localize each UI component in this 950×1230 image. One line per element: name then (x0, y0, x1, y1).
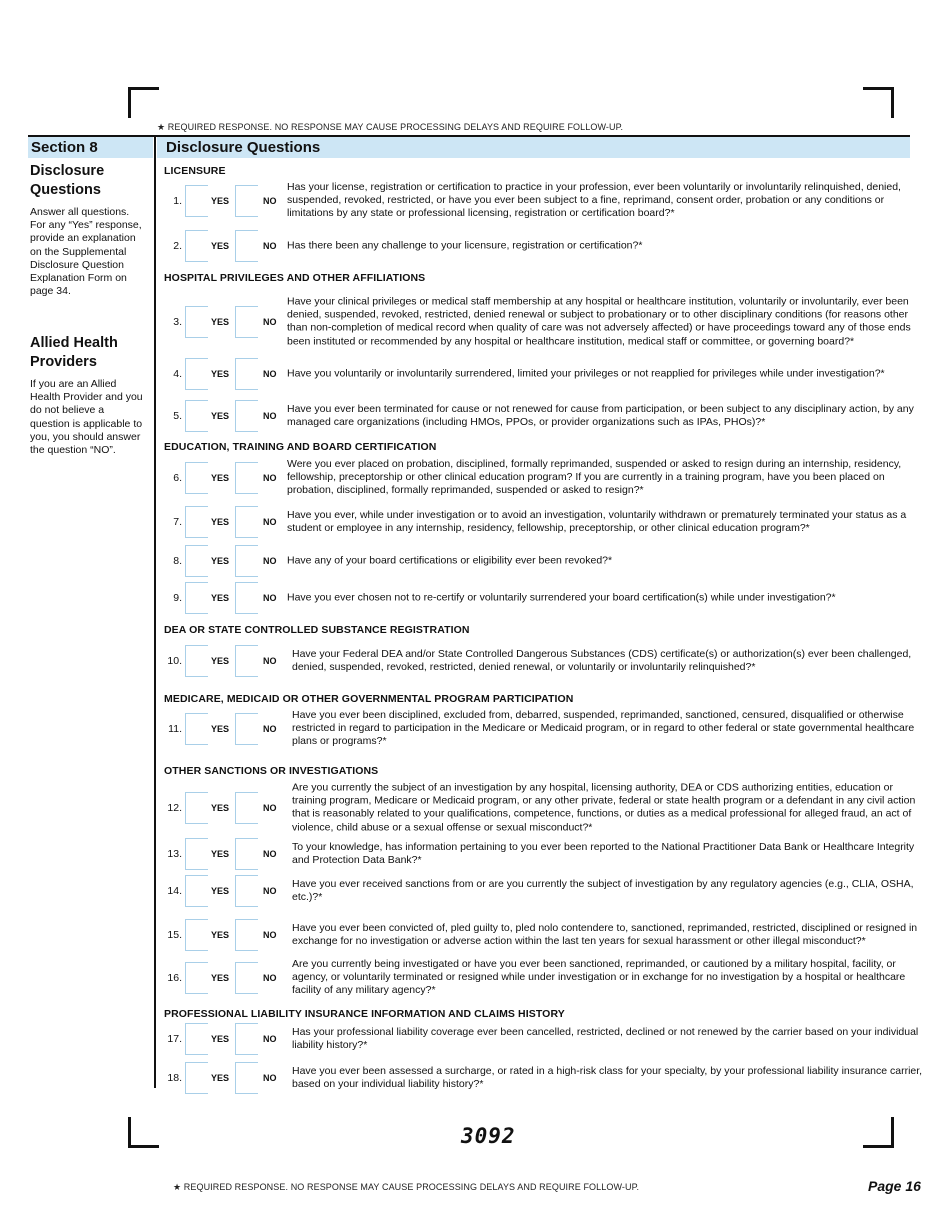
yes-label: YES (211, 317, 230, 327)
no-checkbox[interactable] (235, 306, 258, 338)
no-checkbox[interactable] (235, 582, 258, 614)
yes-label: YES (211, 556, 230, 566)
question-number: 17. (167, 1033, 182, 1045)
no-checkbox[interactable] (235, 400, 258, 432)
yes-label: YES (211, 656, 230, 666)
sidebar-disclosure (30, 162, 144, 298)
no-label: NO (263, 1073, 277, 1083)
section-label: Section 8 (28, 137, 153, 158)
category-licensure: LICENSURE (164, 165, 226, 177)
question-row (160, 584, 925, 612)
question-row (160, 1025, 925, 1053)
yes-label: YES (211, 411, 230, 421)
category-sanctions: OTHER SANCTIONS OR INVESTIGATIONS (164, 765, 379, 777)
question-row (160, 840, 925, 868)
yes-label: YES (211, 369, 230, 379)
question-row (160, 360, 925, 388)
sidebar-allied (30, 334, 144, 457)
yes-checkbox[interactable] (185, 462, 208, 494)
question-number: 7. (173, 516, 182, 528)
question-row (160, 547, 925, 575)
no-label: NO (263, 973, 277, 983)
crop-mark-top-right (863, 87, 894, 118)
yes-checkbox[interactable] (185, 875, 208, 907)
yes-checkbox[interactable] (185, 185, 208, 217)
category-liability: PROFESSIONAL LIABILITY INSURANCE INFORMATION AND CLAIMS HISTORY (164, 1008, 565, 1020)
question-row (160, 182, 925, 220)
sidebar-allied-title: Allied Health Providers (30, 335, 118, 370)
question-number: 3. (173, 316, 182, 328)
question-text: Have you ever received sanctions from or are you currently the subject of investigation by any regulatory agencies (e.g., CLIA, OSHA, etc.)?* (292, 877, 914, 903)
no-label: NO (263, 241, 277, 251)
sidebar-disclosure-text: Answer all questions. For any “Yes” response, provide an explanation on the Supplemental Disclosure Question Explanation Form on page 34. (30, 206, 142, 298)
question-row (160, 647, 925, 675)
crop-mark-top-left (128, 87, 159, 118)
yes-checkbox[interactable] (185, 230, 208, 262)
no-label: NO (263, 849, 277, 859)
question-text: Have any of your board certifications or eligibility ever been revoked?* (287, 554, 613, 567)
question-row (160, 458, 925, 498)
yes-checkbox[interactable] (185, 792, 208, 824)
question-text: Have you ever chosen not to re-certify or voluntarily surrendered your board certification(s) while under investigation?* (287, 591, 836, 604)
question-text: Have you voluntarily or involuntarily surrendered, limited your privileges or not reapplied for privileges while under investigation?* (287, 367, 885, 380)
question-row (160, 959, 925, 997)
required-note-bottom: ★ REQUIRED RESPONSE. NO RESPONSE MAY CAUSE PROCESSING DELAYS AND REQUIRE FOLLOW-UP. (173, 1182, 640, 1192)
no-label: NO (263, 473, 277, 483)
no-label: NO (263, 803, 277, 813)
no-label: NO (263, 517, 277, 527)
yes-label: YES (211, 473, 230, 483)
no-checkbox[interactable] (235, 358, 258, 390)
question-text: Have you ever been convicted of, pled guilty to, pled nolo contendere to, sanctioned, reprimanded, restricted, disciplined or resigned in exchange for no investigation or adverse action within the last ten years for sexual harassment or other illegal misconduct?* (292, 921, 918, 947)
question-number: 4. (173, 368, 182, 380)
question-text: Have your Federal DEA and/or State Controlled Dangerous Substances (CDS) certificate(s) or authorization(s) ever been challenged, denied, suspended, revoked, restricted, denied renewal, or voluntarily or involuntarily relinquished?* (292, 647, 912, 673)
category-education: EDUCATION, TRAINING AND BOARD CERTIFICATION (164, 441, 437, 453)
no-checkbox[interactable] (235, 185, 258, 217)
no-label: NO (263, 411, 277, 421)
no-label: NO (263, 656, 277, 666)
question-text: Has there been any challenge to your licensure, registration or certification?* (287, 239, 643, 252)
no-checkbox[interactable] (235, 462, 258, 494)
handwritten-number: 3092 (461, 1124, 516, 1148)
question-text: Have you ever, while under investigation or to avoid an investigation, voluntarily withdrawn or prematurely terminated your status as a student or employee in any internship, residency, fellowship, preceptorship, or other clinical education program?* (287, 508, 907, 534)
yes-label: YES (211, 724, 230, 734)
yes-checkbox[interactable] (185, 358, 208, 390)
sidebar-disclosure-title: Disclosure Questions (30, 163, 105, 198)
no-checkbox[interactable] (235, 506, 258, 538)
question-row (160, 232, 925, 260)
question-row (160, 877, 925, 905)
no-checkbox[interactable] (235, 792, 258, 824)
section-title: Disclosure Questions (157, 137, 910, 158)
no-label: NO (263, 317, 277, 327)
no-checkbox[interactable] (235, 962, 258, 994)
question-text: Have you ever been disciplined, excluded from, debarred, suspended, reprimanded, sanctioned, censured, disqualified or otherwise restricted in regard to participation in the Medicare or Medicaid program, or in regard to other federal or state governmental healthcare plans or programs?* (292, 709, 915, 748)
yes-checkbox[interactable] (185, 713, 208, 745)
page-number: Page 16 (868, 1178, 921, 1194)
no-label: NO (263, 886, 277, 896)
question-number: 11. (168, 723, 182, 735)
question-text: Have your clinical privileges or medical staff membership at any hospital or healthcare institution, voluntarily or involuntarily, ever been denied, suspended, revoked, restricted, denied renewal or subject to probationary or to other disciplinary conditions (for reasons other than non-completion of medical record when quality of care was not adversely affected) or have proceedings toward any of those ends been instituted or recommended by any hospital or healthcare institution, medical staff or committee, or governing board?* (287, 295, 911, 348)
no-label: NO (263, 369, 277, 379)
yes-label: YES (211, 593, 230, 603)
sidebar-allied-text: If you are an Allied Health Provider and you do not believe a question is applicable to you, you should answer the question “NO”. (30, 378, 143, 457)
yes-label: YES (211, 849, 230, 859)
category-medicare: MEDICARE, MEDICAID OR OTHER GOVERNMENTAL PROGRAM PARTICIPATION (164, 693, 574, 705)
no-label: NO (263, 556, 277, 566)
question-text: Are you currently the subject of an investigation by any hospital, licensing authority, DEA or CDS authorizing entities, education or training program, Medicare or Medicaid program, or any other private, federal or state health program or a defendant in any civil action that is reasonably related to your qualifications, competence, functions, or duties as a medical professional for alleged fraud, an act of violence, child abuse or a sexual offense or sexual misconduct?* (292, 781, 916, 834)
yes-label: YES (211, 1034, 230, 1044)
question-text: Have you ever been terminated for cause or not renewed for cause from participation, or been subject to any disciplinary action, by any managed care organizations (including HMOs, PPOs, or provider organizations such as IPAs, PHOs)?* (287, 402, 914, 428)
yes-checkbox[interactable] (185, 582, 208, 614)
yes-checkbox[interactable] (185, 919, 208, 951)
question-text: Are you currently being investigated or have you ever been sanctioned, reprimanded, or cautioned by a military hospital, facility, or agency, or voluntarily terminated or resigned while under investigation or in exchange for no investigation by a hospital or healthcare facility of any military agency?* (292, 958, 906, 997)
question-number: 16. (167, 972, 182, 984)
no-checkbox[interactable] (235, 838, 258, 870)
yes-label: YES (211, 517, 230, 527)
yes-checkbox[interactable] (185, 1023, 208, 1055)
question-text: Have you ever been assessed a surcharge, or rated in a high-risk class for your specialty, by your professional liability insurance carrier, based on your individual liability history?* (292, 1064, 923, 1090)
no-checkbox[interactable] (235, 1062, 258, 1094)
question-number: 5. (173, 410, 182, 422)
question-text: Has your license, registration or certification to practice in your profession, ever been voluntarily or involuntarily relinquished, denied, suspended, revoked, restricted, or have you ever been subject to a fine, reprimand, consent order, probation or any conditions or limitations by any state or professional licensing, registration or certification board?* (287, 181, 901, 220)
no-label: NO (263, 1034, 277, 1044)
column-divider (154, 137, 156, 1088)
question-number: 6. (173, 472, 182, 484)
no-label: NO (263, 724, 277, 734)
yes-label: YES (211, 803, 230, 813)
question-number: 14. (167, 885, 182, 897)
yes-checkbox[interactable] (185, 306, 208, 338)
question-row (160, 402, 925, 430)
no-checkbox[interactable] (235, 875, 258, 907)
question-row (160, 782, 925, 834)
question-number: 10. (167, 655, 182, 667)
yes-label: YES (211, 973, 230, 983)
crop-mark-bottom-left (128, 1117, 159, 1148)
category-dea: DEA OR STATE CONTROLLED SUBSTANCE REGISTRATION (164, 624, 470, 636)
crop-mark-bottom-right (863, 1117, 894, 1148)
yes-label: YES (211, 1073, 230, 1083)
no-checkbox[interactable] (235, 1023, 258, 1055)
yes-checkbox[interactable] (185, 962, 208, 994)
yes-checkbox[interactable] (185, 545, 208, 577)
question-row (160, 709, 925, 749)
question-number: 9. (173, 592, 182, 604)
question-text: Has your professional liability coverage ever been cancelled, restricted, declined or not renewed by the carrier based on your individual liability history?* (292, 1025, 919, 1051)
no-checkbox[interactable] (235, 919, 258, 951)
question-text: To your knowledge, has information pertaining to you ever been reported to the National Practitioner Data Bank or Healthcare Integrity and Protection Data Bank?* (292, 840, 915, 866)
no-checkbox[interactable] (235, 713, 258, 745)
question-number: 13. (167, 848, 182, 860)
question-number: 8. (173, 555, 182, 567)
required-note-top: ★ REQUIRED RESPONSE. NO RESPONSE MAY CAUSE PROCESSING DELAYS AND REQUIRE FOLLOW-UP. (157, 122, 624, 132)
yes-checkbox[interactable] (185, 400, 208, 432)
yes-label: YES (211, 930, 230, 940)
yes-label: YES (211, 241, 230, 251)
yes-checkbox[interactable] (185, 645, 208, 677)
question-text: Were you ever placed on probation, disciplined, formally reprimanded, suspended or asked to resign during an internship, residency, fellowship, preceptorship or other clinical education program? If you are currently in a training program, have you been placed on probation, disciplined, formally reprimanded, suspended or asked to resign?* (287, 458, 902, 497)
question-row (160, 916, 925, 954)
category-hospital-privileges: HOSPITAL PRIVILEGES AND OTHER AFFILIATIONS (164, 272, 426, 284)
yes-label: YES (211, 196, 230, 206)
no-checkbox[interactable] (235, 645, 258, 677)
question-number: 12. (167, 802, 182, 814)
yes-checkbox[interactable] (185, 1062, 208, 1094)
question-number: 2. (173, 240, 182, 252)
no-label: NO (263, 593, 277, 603)
question-number: 1. (173, 195, 182, 207)
question-row (160, 290, 925, 354)
yes-checkbox[interactable] (185, 506, 208, 538)
no-label: NO (263, 196, 277, 206)
yes-checkbox[interactable] (185, 838, 208, 870)
no-label: NO (263, 930, 277, 940)
question-row (160, 1064, 925, 1092)
no-checkbox[interactable] (235, 230, 258, 262)
question-row (160, 507, 925, 537)
yes-label: YES (211, 886, 230, 896)
question-number: 15. (167, 929, 182, 941)
question-number: 18. (167, 1072, 182, 1084)
no-checkbox[interactable] (235, 545, 258, 577)
